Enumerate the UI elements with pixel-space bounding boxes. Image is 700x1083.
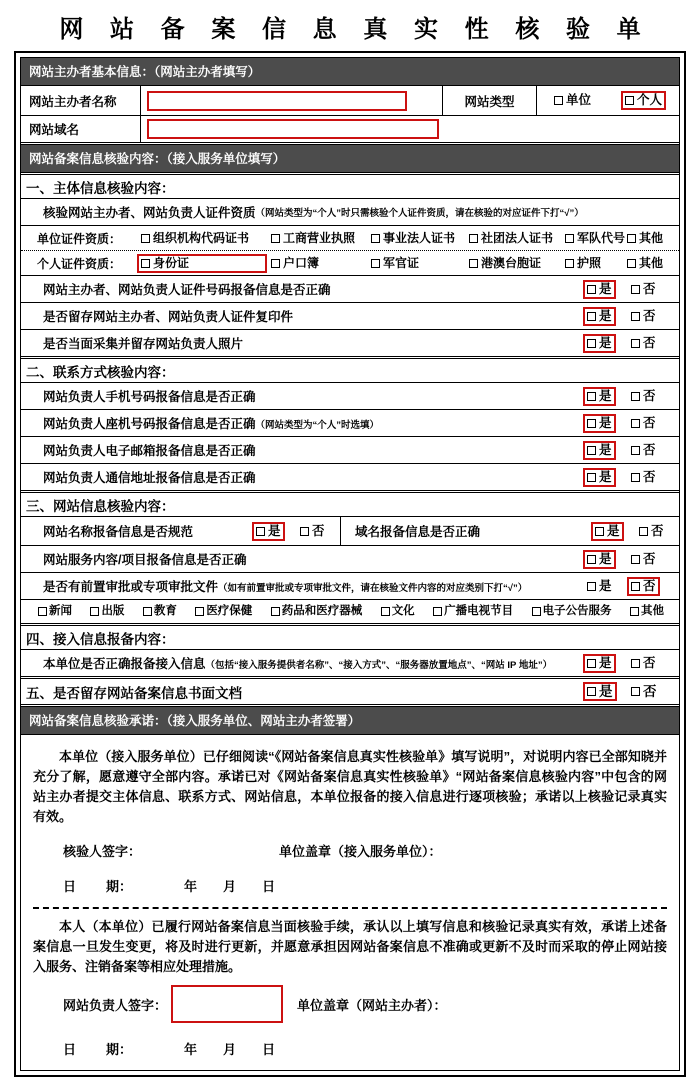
pledge-paragraph-2: 本人（本单位）已履行网站备案信息当面核验手续，承认以上填写信息和核验记录真实有效，承诺上述备案信息一旦发生变更，将及时进行更新，并愿意承担因网站备案信息不准确或更新不及时而采取的停止网站接入服务、注销备案等相应处理措施。 bbox=[33, 919, 667, 974]
checkbox-hmt-pass[interactable] bbox=[469, 259, 478, 268]
personal-cert-option-military-officer[interactable] bbox=[367, 254, 465, 273]
row-label-main: 网站负责人座机号码报备信息是否正确 bbox=[43, 417, 256, 431]
unit-cert-option-social-org-legal[interactable] bbox=[465, 229, 561, 248]
unit-stamp-label: 单位盖章（接入服务单位）： bbox=[279, 844, 442, 859]
cert-note: 核验网站主办者、网站负责人证件资质 bbox=[43, 206, 256, 220]
no-label: 否 bbox=[312, 523, 325, 538]
responsible-sign-line bbox=[63, 985, 669, 1023]
checkbox-social-org-legal-cert[interactable] bbox=[469, 234, 478, 243]
access-no-option[interactable] bbox=[627, 654, 660, 673]
no-label: 否 bbox=[643, 388, 656, 403]
checkbox-education[interactable] bbox=[143, 607, 152, 616]
checkbox-no[interactable] bbox=[631, 555, 640, 564]
cert-number-no-option[interactable] bbox=[627, 280, 660, 299]
checkbox-yes[interactable] bbox=[587, 339, 596, 348]
month-label: 月 bbox=[223, 1042, 237, 1057]
option-label: 药品和医疗器械 bbox=[281, 605, 363, 617]
organizer-name-input[interactable] bbox=[147, 91, 407, 111]
option-label: 户口簿 bbox=[283, 255, 320, 270]
no-label: 否 bbox=[643, 469, 656, 484]
checkbox-no[interactable] bbox=[639, 527, 648, 536]
checkbox-no[interactable] bbox=[631, 392, 640, 401]
category-option-news[interactable] bbox=[35, 602, 75, 621]
checkbox-e-bulletin[interactable] bbox=[532, 607, 541, 616]
domain-check-cell bbox=[341, 522, 679, 541]
personal-cert-row bbox=[21, 251, 679, 276]
site-type-options bbox=[537, 91, 679, 110]
page-title: 网 站 备 案 信 息 真 实 性 核 验 单 bbox=[59, 16, 651, 43]
yes-label: 是 bbox=[268, 523, 281, 538]
service-yes-option[interactable] bbox=[583, 550, 616, 569]
checkbox-yes[interactable] bbox=[587, 446, 596, 455]
checkbox-no[interactable] bbox=[631, 473, 640, 482]
checkbox-household-register[interactable] bbox=[271, 259, 280, 268]
unit-cert-option-institution-legal[interactable] bbox=[367, 229, 465, 248]
no-label: 否 bbox=[643, 551, 656, 566]
category-option-drugs-medical-devices[interactable] bbox=[268, 602, 366, 621]
checkbox-business-license[interactable] bbox=[271, 234, 280, 243]
checkbox-passport[interactable] bbox=[565, 259, 574, 268]
option-label: 组织机构代码证书 bbox=[153, 230, 250, 245]
option-label: 身份证 bbox=[153, 255, 190, 270]
checkbox-no[interactable] bbox=[631, 659, 640, 668]
section3-title: 三、网站信息核验内容： bbox=[21, 492, 679, 517]
site-type-option-personal[interactable] bbox=[621, 91, 666, 110]
unit-cert-option-business-license[interactable] bbox=[267, 229, 367, 248]
checkbox-no[interactable] bbox=[631, 687, 640, 696]
domain-check-yes-option[interactable] bbox=[591, 522, 624, 541]
option-label: 新闻 bbox=[49, 605, 72, 617]
checkbox-yes[interactable] bbox=[587, 285, 596, 294]
day-label: 日 bbox=[262, 879, 276, 894]
row-label-sub: （如有前置审批或专项审批文件，请在核验文件内容的对应类别下打“√”） bbox=[218, 583, 528, 594]
checkbox-yes[interactable] bbox=[256, 527, 265, 536]
date-word-day: 日 bbox=[63, 1042, 77, 1057]
date-line-2 bbox=[63, 1039, 669, 1058]
form-table bbox=[20, 57, 680, 1071]
dashed-divider bbox=[33, 907, 667, 909]
no-label: 否 bbox=[643, 335, 656, 350]
section2-title: 二、联系方式核验内容： bbox=[21, 358, 679, 383]
checkbox-no[interactable] bbox=[631, 582, 640, 591]
year-label: 年 bbox=[184, 1042, 198, 1057]
row-label bbox=[43, 414, 583, 432]
checkbox-category-other[interactable] bbox=[630, 607, 639, 616]
checkbox-no[interactable] bbox=[631, 446, 640, 455]
row-label-sub: （包括“接入服务提供者名称”、“接入方式”、“服务器放置地点”、“网站 IP 地址”） bbox=[205, 660, 553, 671]
no-label: 否 bbox=[643, 281, 656, 296]
row-label: 网站负责人通信地址报备信息是否正确 bbox=[43, 471, 256, 485]
checkbox-yes[interactable] bbox=[587, 312, 596, 321]
row-label: 是否当面采集并留存网站负责人照片 bbox=[43, 337, 244, 351]
checkbox-military-officer-cert[interactable] bbox=[371, 259, 380, 268]
checkbox-radio-tv[interactable] bbox=[433, 607, 442, 616]
checkbox-personal[interactable] bbox=[625, 96, 634, 105]
option-label: 军队代号 bbox=[577, 230, 626, 245]
date-word-qi: 期： bbox=[106, 879, 133, 894]
category-option-education[interactable] bbox=[140, 602, 180, 621]
checkbox-publishing[interactable] bbox=[90, 607, 99, 616]
photo-row bbox=[21, 330, 679, 357]
row-label: 网站负责人电子邮箱报备信息是否正确 bbox=[43, 444, 256, 458]
personal-cert-option-hmt-pass[interactable] bbox=[465, 254, 561, 273]
form-frame bbox=[14, 51, 686, 1077]
row-label: 网站名称报备信息是否规范 bbox=[43, 525, 194, 539]
preapproval-no-option[interactable] bbox=[627, 577, 660, 596]
option-label: 广播电视节目 bbox=[444, 605, 514, 617]
organizer-stamp-label: 单位盖章（网站主办者）： bbox=[297, 997, 447, 1013]
option-label: 社团法人证书 bbox=[481, 230, 554, 245]
row-label: 网站服务内容/项目报备信息是否正确 bbox=[43, 553, 247, 567]
checkbox-news[interactable] bbox=[38, 607, 47, 616]
day-label: 日 bbox=[262, 1042, 276, 1057]
sitename-check-cell bbox=[21, 517, 341, 545]
preapproval-row bbox=[21, 573, 679, 600]
verifier-sign-line bbox=[63, 841, 669, 860]
checkbox-personal-other[interactable] bbox=[627, 259, 636, 268]
date-word-day: 日 bbox=[63, 879, 77, 894]
responsible-sign-input[interactable] bbox=[171, 985, 283, 1023]
section1-title: 一、主体信息核验内容： bbox=[21, 174, 679, 199]
yes-label: 是 bbox=[599, 442, 612, 457]
unit-cert-row bbox=[21, 226, 679, 251]
option-label: 其他 bbox=[641, 605, 664, 617]
checkbox-yes[interactable] bbox=[587, 659, 596, 668]
section-header-verification: 网站备案信息核验内容：（接入服务单位填写） bbox=[21, 144, 679, 173]
personal-cert-option-id-card[interactable] bbox=[137, 254, 267, 273]
option-label: 护照 bbox=[577, 255, 602, 270]
category-option-e-bulletin[interactable] bbox=[529, 602, 615, 621]
row-label-main: 是否有前置审批或专项审批文件 bbox=[43, 580, 219, 594]
written-doc-no-option[interactable] bbox=[627, 682, 661, 701]
domain-row bbox=[21, 116, 679, 143]
site-type-option-unit[interactable] bbox=[550, 91, 595, 110]
responsible-sign-label: 网站负责人签字： bbox=[63, 997, 168, 1013]
option-label: 事业法人证书 bbox=[383, 230, 456, 245]
cert-copy-no-option[interactable] bbox=[627, 307, 660, 326]
access-info-row bbox=[21, 650, 679, 677]
option-label: 教育 bbox=[153, 605, 177, 617]
date-line-1 bbox=[63, 876, 669, 895]
option-label: 工商营业执照 bbox=[283, 230, 356, 245]
yes-label: 是 bbox=[599, 415, 612, 430]
mobile-row bbox=[21, 383, 679, 410]
personal-cert-option-household-register[interactable] bbox=[267, 254, 367, 273]
approval-category-row bbox=[21, 600, 679, 624]
sitename-yes-option[interactable] bbox=[252, 522, 285, 541]
row-label-main: 本单位是否正确报备接入信息 bbox=[43, 657, 206, 671]
checkbox-no[interactable] bbox=[631, 312, 640, 321]
organizer-name-cell bbox=[141, 86, 443, 115]
personal-cert-option-other[interactable] bbox=[623, 254, 679, 273]
checkbox-no[interactable] bbox=[631, 285, 640, 294]
no-label: 否 bbox=[643, 684, 657, 699]
checkbox-culture[interactable] bbox=[381, 607, 390, 616]
sitename-no-option[interactable] bbox=[296, 522, 329, 541]
checkbox-no[interactable] bbox=[631, 339, 640, 348]
checkbox-unit[interactable] bbox=[554, 96, 563, 105]
cert-note-row bbox=[21, 199, 679, 226]
photo-yes-option[interactable] bbox=[583, 334, 616, 353]
option-label: 个人 bbox=[636, 93, 662, 107]
yes-label: 是 bbox=[607, 523, 620, 538]
checkbox-yes[interactable] bbox=[587, 555, 596, 564]
preapproval-yes-option[interactable] bbox=[583, 577, 616, 596]
yes-label: 是 bbox=[599, 684, 613, 699]
unit-cert-option-other[interactable] bbox=[623, 229, 679, 248]
checkbox-org-code-cert[interactable] bbox=[141, 234, 150, 243]
checkbox-id-card[interactable] bbox=[141, 259, 150, 268]
option-label: 军官证 bbox=[383, 255, 420, 270]
category-option-other[interactable] bbox=[627, 602, 667, 621]
year-label: 年 bbox=[184, 879, 198, 894]
domain-check-no-option[interactable] bbox=[635, 522, 668, 541]
no-label: 否 bbox=[643, 578, 656, 593]
unit-cert-option-military-code[interactable] bbox=[561, 229, 626, 248]
checkbox-institution-legal-cert[interactable] bbox=[371, 234, 380, 243]
section4-title: 四、接入信息报备内容： bbox=[21, 625, 679, 650]
yes-label: 是 bbox=[599, 655, 612, 670]
option-label: 其他 bbox=[639, 255, 664, 270]
checkbox-yes[interactable] bbox=[587, 392, 596, 401]
row-label: 五、是否留存网站备案信息书面文档 bbox=[26, 685, 242, 701]
mobile-no-option[interactable] bbox=[627, 387, 660, 406]
option-label: 其他 bbox=[639, 230, 664, 245]
row-label: 网站负责人手机号码报备信息是否正确 bbox=[43, 390, 256, 404]
checkbox-yes[interactable] bbox=[587, 473, 596, 482]
option-label: 出版 bbox=[101, 605, 125, 617]
organizer-name-label: 网站主办者名称 bbox=[21, 86, 141, 115]
row-label: 域名报备信息是否正确 bbox=[355, 525, 481, 539]
photo-no-option[interactable] bbox=[627, 334, 660, 353]
verifier-sign-label: 核验人签字： bbox=[63, 844, 142, 859]
category-option-culture[interactable] bbox=[378, 602, 418, 621]
checkbox-medical-health[interactable] bbox=[195, 607, 204, 616]
address-no-option[interactable] bbox=[627, 468, 660, 487]
section-header-basic-info: 网站主办者基本信息：（网站主办者填写） bbox=[21, 58, 679, 86]
landline-row bbox=[21, 410, 679, 437]
option-label: 单位 bbox=[565, 93, 591, 107]
option-label: 医疗保健 bbox=[206, 605, 253, 617]
category-option-publishing[interactable] bbox=[87, 602, 127, 621]
sitename-domain-row bbox=[21, 517, 679, 546]
service-no-option[interactable] bbox=[627, 550, 660, 569]
email-row bbox=[21, 437, 679, 464]
checkbox-yes[interactable] bbox=[587, 582, 596, 591]
category-option-radio-tv[interactable] bbox=[430, 602, 516, 621]
no-label: 否 bbox=[643, 415, 656, 430]
yes-label: 是 bbox=[599, 335, 612, 350]
row-label bbox=[43, 654, 583, 672]
checkbox-no[interactable] bbox=[300, 527, 309, 536]
access-yes-option[interactable] bbox=[583, 654, 616, 673]
landline-no-option[interactable] bbox=[627, 414, 660, 433]
unit-cert-option-org-code[interactable] bbox=[137, 229, 267, 248]
organizer-name-row bbox=[21, 86, 679, 116]
pledge-block bbox=[21, 735, 679, 1070]
category-option-medical-health[interactable] bbox=[192, 602, 255, 621]
section-header-pledge: 网站备案信息核验承诺：（接入服务单位、网站主办者签署） bbox=[21, 706, 679, 735]
cert-copy-yes-option[interactable] bbox=[583, 307, 616, 326]
service-content-row bbox=[21, 546, 679, 573]
cert-note-sub: （网站类型为“个人”时只需核验个人证件资质，请在核验的对应证件下打“√”） bbox=[255, 208, 584, 219]
section5-row bbox=[21, 678, 679, 705]
written-doc-yes-option[interactable] bbox=[583, 682, 617, 701]
checkbox-yes[interactable] bbox=[595, 527, 604, 536]
personal-cert-label: 个人证件资质： bbox=[37, 256, 122, 271]
address-row bbox=[21, 464, 679, 491]
checkbox-yes[interactable] bbox=[587, 419, 596, 428]
option-label: 电子公告服务 bbox=[542, 605, 612, 617]
checkbox-no[interactable] bbox=[631, 419, 640, 428]
checkbox-military-code[interactable] bbox=[565, 234, 574, 243]
yes-label: 是 bbox=[599, 281, 612, 296]
no-label: 否 bbox=[643, 442, 656, 457]
month-label: 月 bbox=[223, 879, 237, 894]
pledge-paragraph-1: 本单位（接入服务单位）已仔细阅读“《网站备案信息真实性核验单》填写说明”，对说明内容已全部知晓并充分了解，愿意遵守全部内容。承诺已对《网站备案信息真实性核验单》“网站备案信息核验内容”中包含的网站主办者提交主体信息、联系方式、网站信息，本单位报备的接入信息进行逐项核验；承诺以上核验记录真实有效。 bbox=[33, 749, 667, 824]
checkbox-yes[interactable] bbox=[587, 687, 596, 696]
date-word-qi: 期： bbox=[106, 1042, 133, 1057]
site-type-label: 网站类型 bbox=[443, 86, 537, 115]
yes-label: 是 bbox=[599, 308, 612, 323]
no-label: 否 bbox=[643, 308, 656, 323]
no-label: 否 bbox=[643, 655, 656, 670]
no-label: 否 bbox=[651, 523, 664, 538]
landline-yes-option[interactable] bbox=[583, 414, 616, 433]
email-yes-option[interactable] bbox=[583, 441, 616, 460]
checkbox-unit-other[interactable] bbox=[627, 234, 636, 243]
yes-label: 是 bbox=[599, 578, 612, 593]
domain-label: 网站域名 bbox=[21, 116, 141, 142]
cert-number-yes-option[interactable] bbox=[583, 280, 616, 299]
personal-cert-option-passport[interactable] bbox=[561, 254, 623, 273]
yes-label: 是 bbox=[599, 469, 612, 484]
domain-input[interactable] bbox=[147, 119, 439, 139]
yes-label: 是 bbox=[599, 551, 612, 566]
row-label: 网站主办者、网站负责人证件号码报备信息是否正确 bbox=[43, 283, 331, 297]
cert-copy-row bbox=[21, 303, 679, 330]
unit-cert-label: 单位证件资质： bbox=[37, 231, 122, 246]
mobile-yes-option[interactable] bbox=[583, 387, 616, 406]
address-yes-option[interactable] bbox=[583, 468, 616, 487]
checkbox-drugs-medical-devices[interactable] bbox=[271, 607, 280, 616]
option-label: 文化 bbox=[391, 605, 415, 617]
row-label bbox=[43, 577, 583, 595]
email-no-option[interactable] bbox=[627, 441, 660, 460]
row-label-sub: （网站类型为“个人”时选填） bbox=[255, 420, 380, 431]
row-label: 是否留存网站主办者、网站负责人证件复印件 bbox=[43, 310, 294, 324]
yes-label: 是 bbox=[599, 388, 612, 403]
option-label: 港澳台胞证 bbox=[481, 255, 542, 270]
cert-number-row bbox=[21, 276, 679, 303]
